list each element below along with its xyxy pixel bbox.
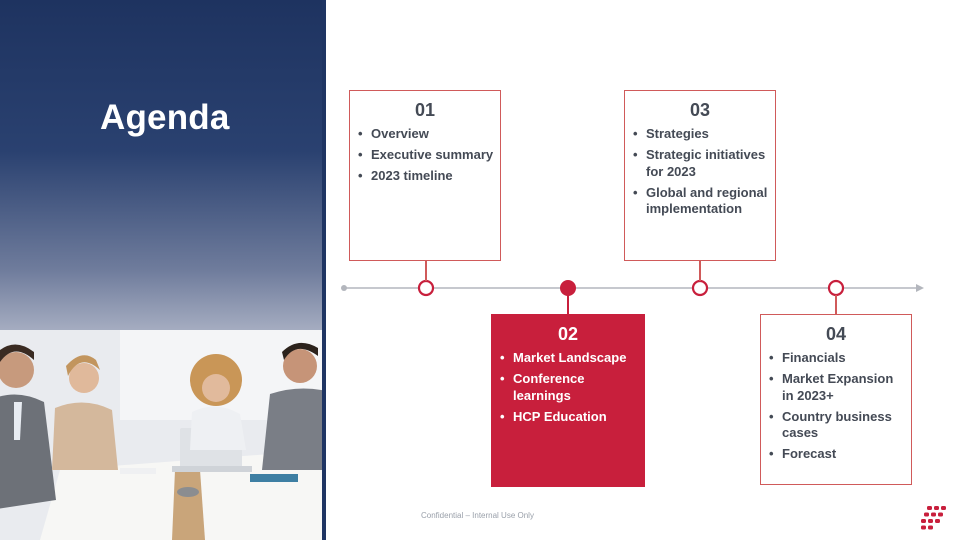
agenda-item: • Country business cases [769, 409, 905, 442]
agenda-card-items [350, 126, 500, 185]
timeline-marker-02 [560, 280, 576, 296]
agenda-item: • Conference learnings [500, 371, 638, 404]
left-panel [0, 0, 322, 540]
agenda-item: • Overview [358, 126, 494, 143]
panel-divider [322, 0, 326, 540]
connector-02 [567, 295, 569, 315]
agenda-card-items [492, 350, 644, 425]
agenda-item: • Market Landscape [500, 350, 638, 367]
connector-03 [699, 260, 701, 281]
agenda-card-02 [491, 314, 645, 487]
agenda-card-number: 01 [414, 100, 436, 120]
agenda-item: • Strategic initiatives for 2023 [633, 147, 769, 180]
agenda-card-number: 02 [557, 324, 579, 344]
agenda-card-01 [349, 90, 501, 261]
agenda-item: • Strategies [633, 126, 769, 143]
agenda-item: • Forecast [769, 446, 905, 463]
timeline-marker-01 [419, 281, 433, 295]
agenda-card-number: 03 [689, 100, 711, 120]
agenda-item: • 2023 timeline [358, 168, 494, 185]
agenda-item: • Financials [769, 350, 905, 367]
agenda-item: • Market Expansion in 2023+ [769, 371, 905, 404]
agenda-item: • HCP Education [500, 409, 638, 426]
agenda-card-items [625, 126, 775, 218]
agenda-card-04 [760, 314, 912, 485]
agenda-card-03 [624, 90, 776, 261]
dotted-logo-icon [921, 506, 947, 530]
timeline-arrow-icon [916, 284, 924, 292]
footer-confidential: Confidential – Internal Use Only [421, 511, 534, 520]
agenda-card-items [761, 350, 911, 463]
agenda-item: • Global and regional implementation [633, 185, 769, 218]
timeline-marker-04 [829, 281, 843, 295]
meeting-photo [0, 330, 322, 540]
agenda-card-number: 04 [825, 324, 847, 344]
agenda-item: • Executive summary [358, 147, 494, 164]
connector-04 [835, 295, 837, 315]
timeline [340, 278, 930, 298]
timeline-marker-03 [693, 281, 707, 295]
connector-01 [425, 260, 427, 281]
page-title: Agenda [100, 98, 230, 137]
